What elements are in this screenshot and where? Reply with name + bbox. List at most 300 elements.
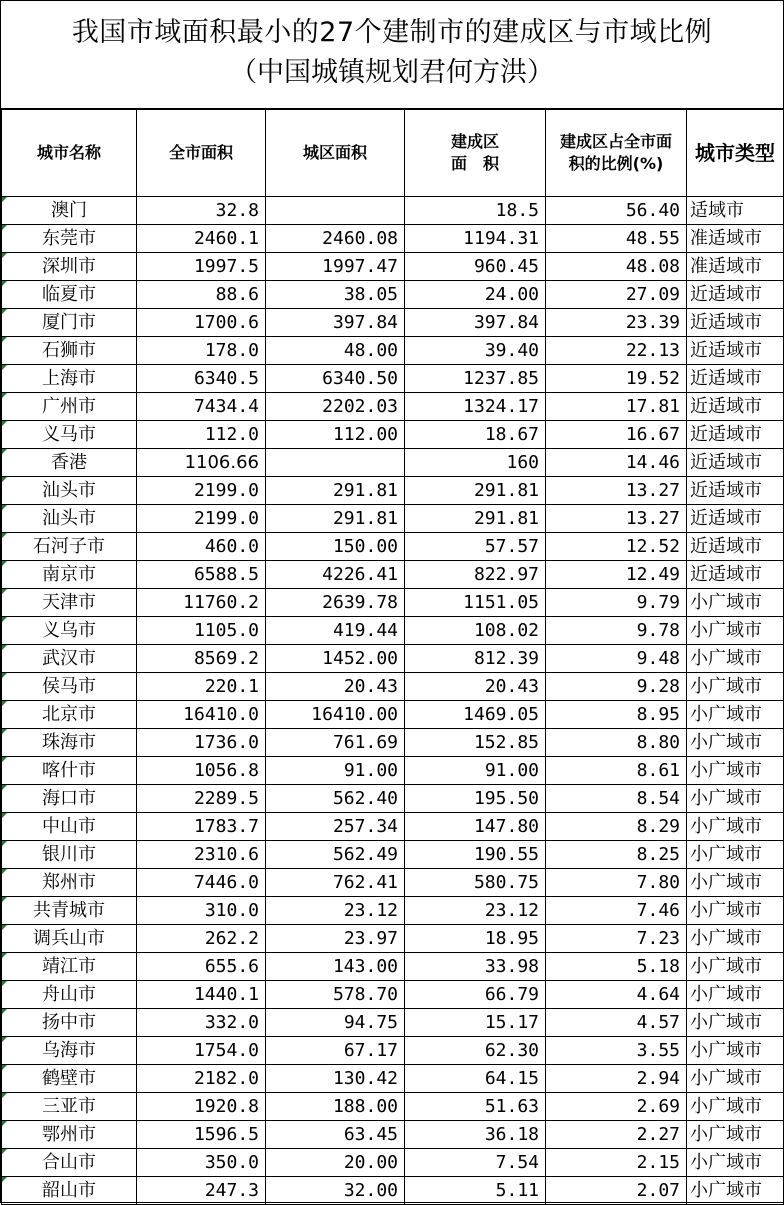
table-row (2, 477, 784, 505)
cell-ratio[interactable] (546, 337, 687, 365)
cell-ratio-value: 4.57 (636, 1012, 680, 1033)
cell-built-area[interactable] (405, 337, 546, 365)
cell-type[interactable] (687, 1093, 784, 1121)
cell-built-area[interactable] (405, 477, 546, 505)
cell-ratio[interactable] (546, 421, 687, 449)
cell-total-area[interactable] (137, 841, 266, 869)
cell-built-area[interactable] (405, 393, 546, 421)
cell-type[interactable] (687, 505, 784, 533)
cell-type[interactable] (687, 701, 784, 729)
cell-ratio[interactable] (546, 953, 687, 981)
cell-ratio[interactable] (546, 981, 687, 1009)
cell-comment-marker (2, 477, 7, 482)
cell-type[interactable] (687, 813, 784, 841)
cell-built-area[interactable] (405, 309, 546, 337)
cell-district-area[interactable] (266, 365, 405, 393)
cell-ratio[interactable] (546, 673, 687, 701)
cell-built-area[interactable] (405, 1065, 546, 1093)
cell-comment-marker (2, 869, 7, 874)
cell-comment-marker (2, 701, 7, 706)
cell-built-area-value: 23.12 (484, 900, 539, 921)
cell-district-area[interactable] (266, 813, 405, 841)
cell-district-area[interactable] (266, 701, 405, 729)
cell-district-area[interactable] (266, 869, 405, 897)
cell-total-area[interactable] (137, 869, 266, 897)
cell-built-area-value: 1194.31 (463, 228, 539, 249)
cell-type-value: 小广域市 (690, 1040, 762, 1061)
cell-district-area-value: 143.00 (332, 956, 398, 977)
cell-type[interactable] (687, 225, 784, 253)
cell-built-area[interactable] (405, 197, 546, 225)
cell-type[interactable] (687, 925, 784, 953)
cell-total-area[interactable] (137, 785, 266, 813)
cell-ratio-value: 3.55 (636, 1040, 680, 1061)
cell-type[interactable] (687, 1177, 784, 1205)
cell-total-area[interactable] (137, 729, 266, 757)
cell-district-area[interactable] (266, 645, 405, 673)
cell-city[interactable] (2, 393, 137, 421)
cell-district-area[interactable] (266, 225, 405, 253)
cell-district-area-value: 23.12 (343, 900, 398, 921)
cell-comment-marker (2, 953, 7, 958)
cell-type[interactable] (687, 617, 784, 645)
cell-district-area-value: 2460.08 (322, 228, 398, 249)
cell-city[interactable] (2, 1009, 137, 1037)
cell-total-area[interactable] (137, 1009, 266, 1037)
table-row (2, 897, 784, 925)
cell-built-area[interactable] (405, 449, 546, 477)
cell-built-area[interactable] (405, 729, 546, 757)
cell-ratio[interactable] (546, 1009, 687, 1037)
cell-built-area[interactable] (405, 785, 546, 813)
cell-city[interactable] (2, 197, 137, 225)
cell-ratio-value: 8.61 (636, 760, 680, 781)
cell-city[interactable] (2, 225, 137, 253)
cell-total-area[interactable] (137, 505, 266, 533)
cell-built-area[interactable] (405, 1093, 546, 1121)
cell-ratio[interactable] (546, 449, 687, 477)
cell-built-area[interactable] (405, 673, 546, 701)
cell-ratio[interactable] (546, 1093, 687, 1121)
cell-built-area[interactable] (405, 533, 546, 561)
cell-built-area[interactable] (405, 225, 546, 253)
cell-city-value: 珠海市 (42, 732, 96, 753)
cell-built-area[interactable] (405, 365, 546, 393)
cell-district-area-value: 91.00 (343, 760, 398, 781)
cell-city[interactable] (2, 533, 137, 561)
cell-total-area-value: 7446.0 (193, 872, 259, 893)
cell-city[interactable] (2, 701, 137, 729)
cell-total-area[interactable] (137, 953, 266, 981)
cell-city-value: 乌海市 (42, 1040, 96, 1061)
table-row (2, 645, 784, 673)
header-built-area (405, 110, 546, 197)
cell-district-area-value: 150.00 (332, 536, 398, 557)
cell-type[interactable] (687, 1149, 784, 1177)
cell-total-area[interactable] (137, 365, 266, 393)
cell-district-area[interactable] (266, 533, 405, 561)
cell-built-area[interactable] (405, 645, 546, 673)
cell-ratio[interactable] (546, 1149, 687, 1177)
cell-total-area[interactable] (137, 1177, 266, 1205)
table-row (2, 1065, 784, 1093)
cell-ratio[interactable] (546, 393, 687, 421)
cell-type[interactable] (687, 841, 784, 869)
cell-type[interactable] (687, 253, 784, 281)
cell-district-area[interactable] (266, 393, 405, 421)
cell-district-area[interactable] (266, 309, 405, 337)
cell-district-area[interactable] (266, 1093, 405, 1121)
cell-city[interactable] (2, 729, 137, 757)
cell-built-area[interactable] (405, 421, 546, 449)
cell-total-area[interactable] (137, 701, 266, 729)
cell-district-area[interactable] (266, 925, 405, 953)
cell-ratio[interactable] (546, 561, 687, 589)
cell-type-value: 小广域市 (690, 984, 762, 1005)
cell-ratio[interactable] (546, 365, 687, 393)
cell-built-area[interactable] (405, 869, 546, 897)
cell-type-value: 准适域市 (690, 256, 762, 277)
cell-ratio[interactable] (546, 925, 687, 953)
cell-type-value: 近适域市 (690, 480, 762, 501)
cell-district-area-value: 112.00 (332, 424, 398, 445)
cell-ratio[interactable] (546, 309, 687, 337)
cell-city[interactable] (2, 1093, 137, 1121)
cell-total-area[interactable] (137, 561, 266, 589)
cell-district-area-value: 397.84 (332, 312, 398, 333)
cell-type[interactable] (687, 561, 784, 589)
cell-city[interactable] (2, 421, 137, 449)
cell-built-area[interactable] (405, 897, 546, 925)
cell-built-area-value: 5.11 (495, 1180, 539, 1201)
cell-built-area[interactable] (405, 841, 546, 869)
cell-city[interactable] (2, 337, 137, 365)
cell-built-area[interactable] (405, 757, 546, 785)
cell-city[interactable] (2, 281, 137, 309)
cell-district-area-value: 188.00 (332, 1096, 398, 1117)
cell-district-area[interactable] (266, 757, 405, 785)
cell-type[interactable] (687, 365, 784, 393)
cell-total-area-value: 2310.6 (193, 844, 259, 865)
cell-district-area-value: 2639.78 (322, 592, 398, 613)
cell-total-area[interactable] (137, 925, 266, 953)
cell-total-area[interactable] (137, 1121, 266, 1149)
cell-type[interactable] (687, 1121, 784, 1149)
cell-built-area[interactable] (405, 561, 546, 589)
cell-built-area-value: 160 (506, 452, 539, 473)
cell-city[interactable] (2, 561, 137, 589)
cell-type[interactable] (687, 785, 784, 813)
cell-type-value: 小广域市 (690, 956, 762, 977)
cell-district-area[interactable] (266, 673, 405, 701)
cell-ratio[interactable] (546, 869, 687, 897)
cell-ratio-value: 9.79 (636, 592, 680, 613)
cell-total-area[interactable] (137, 225, 266, 253)
cell-ratio[interactable] (546, 701, 687, 729)
cell-total-area[interactable] (137, 477, 266, 505)
cell-district-area[interactable] (266, 1065, 405, 1093)
cell-district-area[interactable] (266, 421, 405, 449)
cell-type[interactable] (687, 1065, 784, 1093)
cell-built-area-value: 1237.85 (463, 368, 539, 389)
cell-ratio[interactable] (546, 589, 687, 617)
cell-total-area[interactable] (137, 393, 266, 421)
cell-district-area[interactable] (266, 337, 405, 365)
table-row (2, 1093, 784, 1121)
cell-type-value: 小广域市 (690, 788, 762, 809)
cell-type-value: 小广域市 (690, 648, 762, 669)
cell-ratio[interactable] (546, 813, 687, 841)
cell-district-area[interactable] (266, 505, 405, 533)
cell-total-area[interactable] (137, 281, 266, 309)
cell-type[interactable] (687, 309, 784, 337)
cell-city[interactable] (2, 897, 137, 925)
cell-district-area[interactable] (266, 1177, 405, 1205)
cell-city[interactable] (2, 253, 137, 281)
cell-comment-marker (2, 393, 7, 398)
cell-ratio[interactable] (546, 1065, 687, 1093)
cell-ratio[interactable] (546, 1037, 687, 1065)
cell-ratio[interactable] (546, 617, 687, 645)
cell-ratio[interactable] (546, 225, 687, 253)
cell-total-area[interactable] (137, 533, 266, 561)
cell-total-area[interactable] (137, 645, 266, 673)
table-row (2, 841, 784, 869)
cell-district-area[interactable] (266, 729, 405, 757)
cell-built-area[interactable] (405, 1009, 546, 1037)
cell-ratio[interactable] (546, 841, 687, 869)
cell-total-area-value: 178.0 (204, 340, 259, 361)
cell-total-area-value: 6588.5 (193, 564, 259, 585)
cell-city-value: 银川市 (42, 844, 96, 865)
cell-city-value: 石河子市 (33, 536, 105, 557)
cell-district-area-value: 578.70 (332, 984, 398, 1005)
cell-city[interactable] (2, 981, 137, 1009)
cell-district-area[interactable] (266, 1149, 405, 1177)
cell-city[interactable] (2, 1065, 137, 1093)
cell-built-area-value: 291.81 (473, 480, 539, 501)
cell-district-area-value: 291.81 (332, 480, 398, 501)
cell-district-area[interactable] (266, 281, 405, 309)
cell-total-area[interactable] (137, 449, 266, 477)
cell-built-area[interactable] (405, 253, 546, 281)
cell-city[interactable] (2, 309, 137, 337)
cell-type[interactable] (687, 953, 784, 981)
cell-total-area[interactable] (137, 309, 266, 337)
cell-type[interactable] (687, 981, 784, 1009)
cell-built-area[interactable] (405, 1177, 546, 1205)
cell-ratio[interactable] (546, 197, 687, 225)
cell-type-value: 小广域市 (690, 1180, 762, 1201)
cell-ratio-value: 8.25 (636, 844, 680, 865)
cell-city-value: 三亚市 (42, 1096, 96, 1117)
cell-city-value: 鄂州市 (42, 1124, 96, 1145)
cell-type[interactable] (687, 337, 784, 365)
cell-city[interactable] (2, 365, 137, 393)
cell-built-area[interactable] (405, 617, 546, 645)
cell-city[interactable] (2, 813, 137, 841)
cell-built-area-value: 18.95 (484, 928, 539, 949)
cell-type[interactable] (687, 757, 784, 785)
cell-type-value: 小广域市 (690, 816, 762, 837)
cell-city[interactable] (2, 645, 137, 673)
cell-built-area-value: 33.98 (484, 956, 539, 977)
cell-built-area[interactable] (405, 925, 546, 953)
cell-city-value: 汕头市 (42, 480, 96, 501)
cell-comment-marker (2, 841, 7, 846)
cell-ratio[interactable] (546, 253, 687, 281)
cell-district-area[interactable] (266, 897, 405, 925)
cell-type[interactable] (687, 1037, 784, 1065)
cell-city[interactable] (2, 617, 137, 645)
cell-city[interactable] (2, 785, 137, 813)
cell-ratio[interactable] (546, 505, 687, 533)
cell-built-area[interactable] (405, 1121, 546, 1149)
cell-city[interactable] (2, 477, 137, 505)
cell-ratio-value: 27.09 (625, 284, 680, 305)
cell-district-area[interactable] (266, 1121, 405, 1149)
cell-city-value: 海口市 (42, 788, 96, 809)
cell-type[interactable] (687, 281, 784, 309)
cell-city[interactable] (2, 953, 137, 981)
cell-total-area[interactable] (137, 617, 266, 645)
cell-city[interactable] (2, 869, 137, 897)
cell-built-area[interactable] (405, 589, 546, 617)
cell-built-area[interactable] (405, 953, 546, 981)
cell-city-value: 临夏市 (42, 284, 96, 305)
cell-total-area[interactable] (137, 981, 266, 1009)
cell-total-area[interactable] (137, 757, 266, 785)
cell-city-value: 石狮市 (42, 340, 96, 361)
cell-city[interactable] (2, 841, 137, 869)
cell-city-value: 汕头市 (42, 508, 96, 529)
cell-type[interactable] (687, 729, 784, 757)
cell-type-value: 小广域市 (690, 1096, 762, 1117)
cell-total-area[interactable] (137, 337, 266, 365)
cell-total-area[interactable] (137, 1065, 266, 1093)
cell-built-area[interactable] (405, 281, 546, 309)
cell-type[interactable] (687, 645, 784, 673)
cell-type[interactable] (687, 589, 784, 617)
cell-total-area[interactable] (137, 421, 266, 449)
cell-city-value: 韶山市 (42, 1180, 96, 1201)
cell-district-area[interactable] (266, 953, 405, 981)
cell-total-area[interactable] (137, 197, 266, 225)
cell-city[interactable] (2, 673, 137, 701)
cell-city-value: 郑州市 (42, 872, 96, 893)
cell-district-area[interactable] (266, 253, 405, 281)
cell-city[interactable] (2, 1121, 137, 1149)
cell-total-area[interactable] (137, 1093, 266, 1121)
cell-type[interactable] (687, 421, 784, 449)
cell-built-area[interactable] (405, 981, 546, 1009)
cell-ratio[interactable] (546, 897, 687, 925)
cell-type[interactable] (687, 477, 784, 505)
cell-type[interactable] (687, 673, 784, 701)
cell-comment-marker (2, 1065, 7, 1070)
cell-built-area[interactable] (405, 813, 546, 841)
cell-total-area[interactable] (137, 1149, 266, 1177)
header-ratio-label: 建成区占全市面 积的比例(%) (559, 132, 672, 173)
cell-city[interactable] (2, 757, 137, 785)
cell-district-area[interactable] (266, 1037, 405, 1065)
cell-city[interactable] (2, 925, 137, 953)
cell-ratio[interactable] (546, 1177, 687, 1205)
cell-district-area[interactable] (266, 561, 405, 589)
cell-total-area-value: 2289.5 (193, 788, 259, 809)
cell-district-area-value: 20.00 (343, 1152, 398, 1173)
cell-city[interactable] (2, 589, 137, 617)
cell-total-area[interactable] (137, 253, 266, 281)
cell-total-area-value: 112.0 (204, 424, 259, 445)
cell-city[interactable] (2, 505, 137, 533)
cell-type-value: 小广域市 (690, 872, 762, 893)
cell-district-area[interactable] (266, 449, 405, 477)
cell-total-area[interactable] (137, 589, 266, 617)
cell-type[interactable] (687, 197, 784, 225)
cell-district-area-value: 1452.00 (322, 648, 398, 669)
cell-ratio[interactable] (546, 533, 687, 561)
cell-ratio-value: 5.18 (636, 956, 680, 977)
cell-city[interactable] (2, 1149, 137, 1177)
cell-ratio[interactable] (546, 281, 687, 309)
cell-city[interactable] (2, 1177, 137, 1205)
cell-ratio[interactable] (546, 757, 687, 785)
cell-city-value: 厦门市 (42, 312, 96, 333)
cell-ratio[interactable] (546, 477, 687, 505)
table-row (2, 869, 784, 897)
cell-ratio[interactable] (546, 645, 687, 673)
cell-district-area[interactable] (266, 981, 405, 1009)
cell-type[interactable] (687, 393, 784, 421)
cell-type[interactable] (687, 449, 784, 477)
cell-built-area[interactable] (405, 1037, 546, 1065)
cell-type-value: 近适域市 (690, 368, 762, 389)
cell-city[interactable] (2, 1037, 137, 1065)
cell-type[interactable] (687, 533, 784, 561)
cell-district-area[interactable] (266, 841, 405, 869)
cell-type[interactable] (687, 869, 784, 897)
cell-district-area[interactable] (266, 197, 405, 225)
cell-built-area[interactable] (405, 505, 546, 533)
cell-total-area[interactable] (137, 813, 266, 841)
cell-district-area[interactable] (266, 1009, 405, 1037)
cell-ratio-value: 22.13 (625, 340, 680, 361)
cell-district-area[interactable] (266, 785, 405, 813)
table-row (2, 225, 784, 253)
cell-ratio[interactable] (546, 1121, 687, 1149)
cell-built-area-value: 62.30 (484, 1040, 539, 1061)
cell-built-area[interactable] (405, 701, 546, 729)
header-total-area-label: 全市面积 (168, 143, 233, 162)
cell-city[interactable] (2, 449, 137, 477)
cell-district-area[interactable] (266, 477, 405, 505)
cell-ratio[interactable] (546, 785, 687, 813)
cell-comment-marker (2, 281, 7, 286)
cell-total-area[interactable] (137, 673, 266, 701)
cell-comment-marker (2, 1149, 7, 1154)
cell-district-area-value: 1997.47 (322, 256, 398, 277)
cell-district-area[interactable] (266, 589, 405, 617)
cell-ratio[interactable] (546, 729, 687, 757)
cell-type[interactable] (687, 1009, 784, 1037)
cell-total-area[interactable] (137, 897, 266, 925)
cell-district-area[interactable] (266, 617, 405, 645)
cell-type[interactable] (687, 897, 784, 925)
cell-built-area[interactable] (405, 1149, 546, 1177)
table-row (2, 953, 784, 981)
cell-total-area[interactable] (137, 1037, 266, 1065)
